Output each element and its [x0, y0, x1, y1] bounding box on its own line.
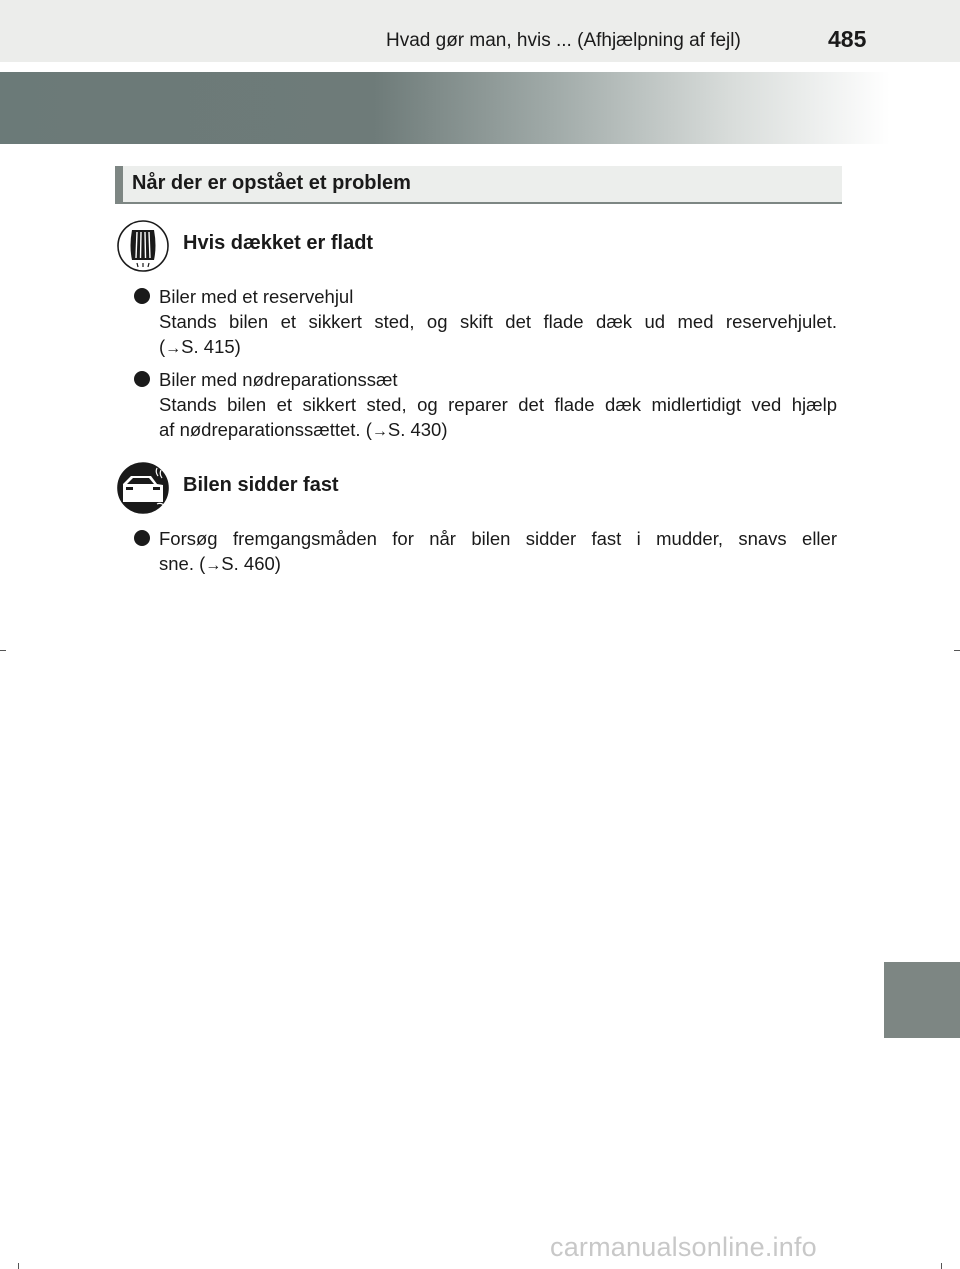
- chapter-banner: [0, 72, 890, 144]
- item-text: Forsøg fremgangsmåden for når bilen sidder fast i mudder, snavs eller: [159, 528, 837, 549]
- ref-arrow-icon: →: [205, 557, 222, 574]
- list-item: [159, 367, 837, 444]
- running-title: Hvad gør man, hvis ... (Afhjælpning af fejl): [386, 30, 741, 51]
- section-accent: [115, 166, 123, 202]
- page-reference[interactable]: S. 430): [387, 419, 448, 440]
- item-text: af nødreparationssættet. (: [159, 419, 372, 440]
- page-number: 485: [828, 26, 867, 52]
- crop-mark: [954, 650, 960, 651]
- crop-mark: [0, 650, 6, 651]
- item-text: sne. (: [159, 553, 206, 574]
- crop-mark: [941, 1263, 942, 1269]
- subsection-title: Bilen sidder fast: [183, 474, 339, 496]
- watermark: carmanualsonline.info: [550, 1232, 817, 1262]
- ref-arrow-icon: →: [165, 340, 182, 357]
- ref-open: (: [159, 336, 166, 357]
- bullet-icon: [134, 288, 150, 304]
- page-reference[interactable]: S. 415): [181, 336, 241, 357]
- item-text: Stands bilen et sikkert sted, og skift det flade dæk ud med reservehjulet.: [159, 311, 837, 332]
- subsection-title: Hvis dækket er fladt: [183, 232, 374, 254]
- crop-mark: [18, 1263, 19, 1269]
- chapter-thumb-tab: [884, 962, 960, 1038]
- item-text: Stands bilen et sikkert sted, og reparer det flade dæk midlertidigt ved hjælp: [159, 394, 837, 415]
- flat-tire-icon: [117, 220, 169, 272]
- stuck-car-icon: [117, 462, 169, 514]
- page-reference[interactable]: S. 460): [221, 553, 281, 574]
- section-title: Når der er opstået et problem: [132, 172, 411, 194]
- section-header: [115, 166, 842, 204]
- item-heading: Biler med et reservehjul: [159, 286, 354, 307]
- list-item: [159, 284, 837, 361]
- page-header: [0, 0, 960, 62]
- ref-arrow-icon: →: [371, 423, 388, 440]
- bullet-icon: [134, 530, 150, 546]
- item-heading: Biler med nødreparationssæt: [159, 369, 398, 390]
- bullet-icon: [134, 371, 150, 387]
- list-item: [159, 526, 837, 578]
